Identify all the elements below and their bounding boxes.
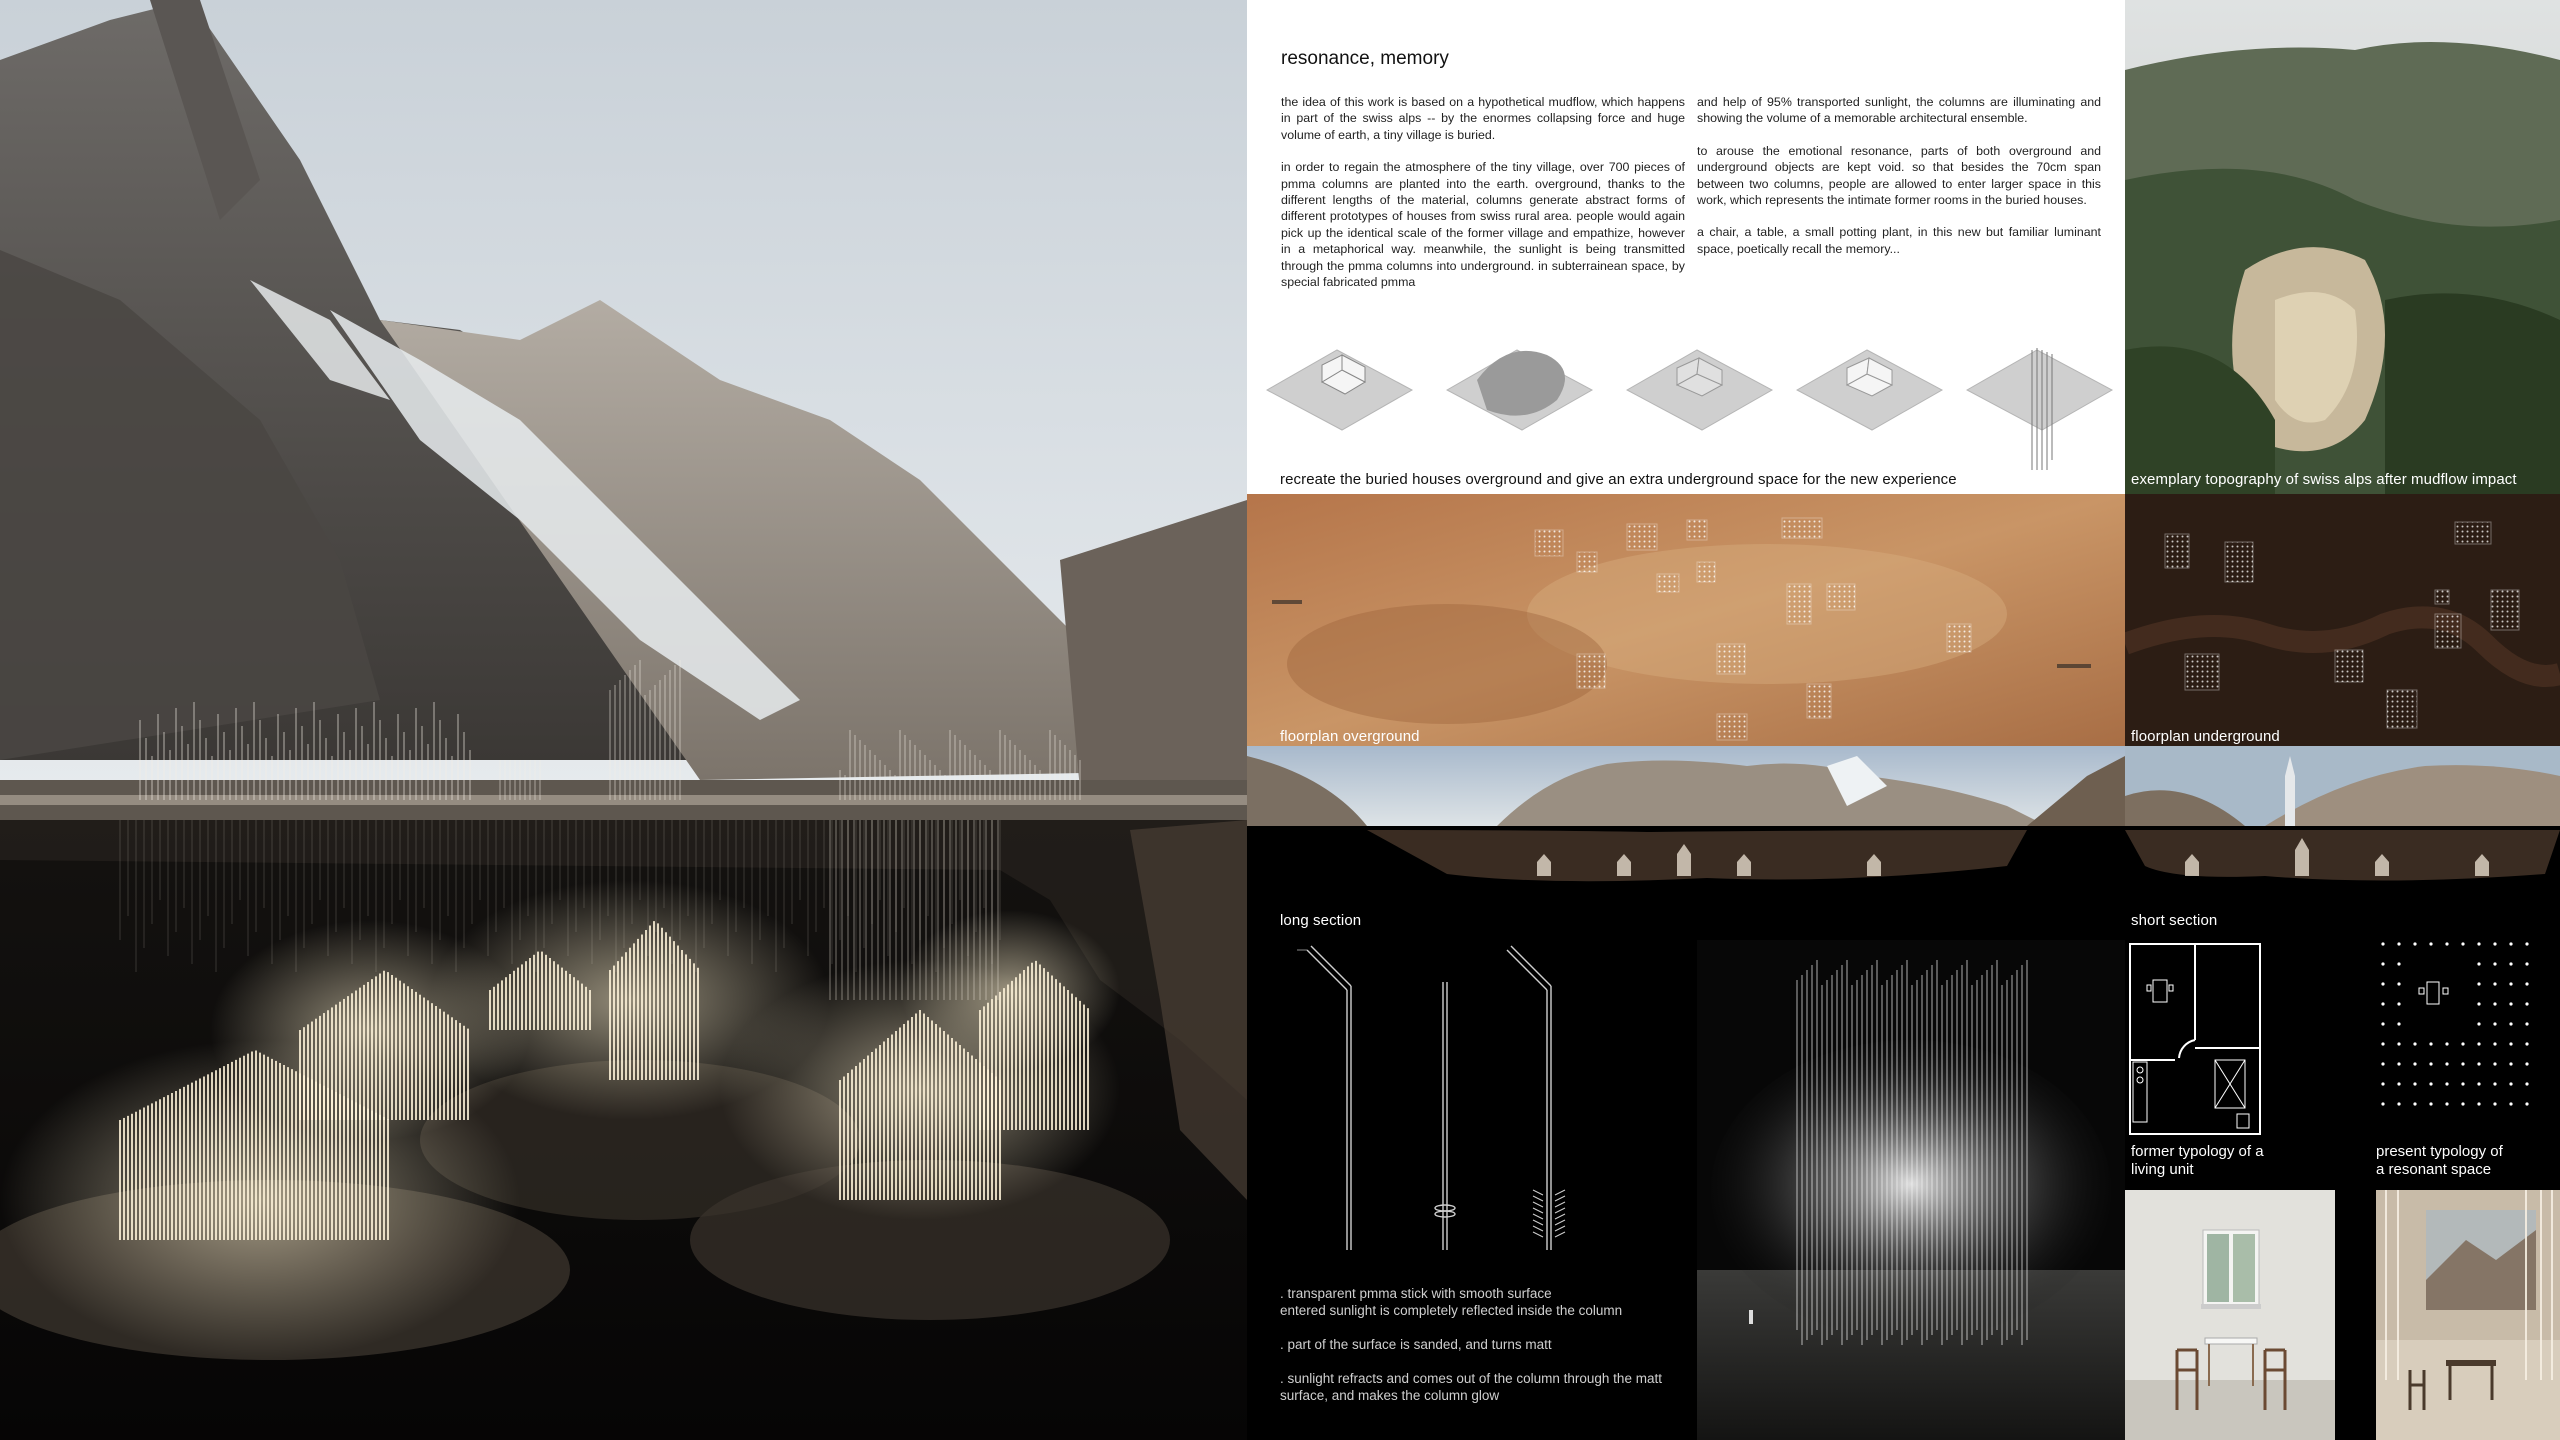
caption-line: present typology of: [2376, 1143, 2503, 1160]
page-title: resonance, memory: [1281, 48, 1449, 69]
long-section: [1247, 746, 2125, 906]
floorplan-underground: [2125, 494, 2560, 746]
column-details: [1247, 930, 1697, 1440]
hero-rendering: [0, 0, 1247, 1440]
note-line: . sunlight refracts and comes out of the column through the matt: [1280, 1371, 1662, 1386]
topography-photo: [2125, 0, 2560, 494]
intro-column-1: [1281, 94, 1685, 306]
former-typology-caption: [2131, 1143, 2264, 1179]
resonant-space-photo: [2376, 1190, 2560, 1440]
present-typology-caption: [2376, 1143, 2503, 1179]
hero-illustration: [0, 0, 1247, 1440]
caption-line: former typology of a: [2131, 1143, 2264, 1160]
resonant-space-dot-plan: [2381, 942, 2528, 1105]
text-panel: [1247, 0, 2125, 470]
note-line: . part of the surface is sanded, and turns matt: [1280, 1337, 1552, 1352]
short-section-caption: short section: [2131, 912, 2218, 929]
short-section: [2125, 746, 2560, 906]
diagram-strip-caption: recreate the buried houses overground and give an extra underground space for the new experience: [1280, 471, 1957, 488]
note-line: surface, and makes the column glow: [1280, 1388, 1500, 1403]
column-note-3: [1280, 1370, 1662, 1404]
floorplan-overground: [1247, 494, 2125, 746]
note-line: entered sunlight is completely reflected inside the column: [1280, 1303, 1623, 1318]
topography-caption: exemplary topography of swiss alps after mudflow impact: [2131, 471, 2517, 488]
intro-paragraph: in order to regain the atmosphere of the tiny village, over 700 pieces of pmma columns are planted into the earth. overground, thanks to the different lengths of the material, columns generate abstract forms of different prototypes of houses from swiss rural area. people would again pick up the identical scale of the former village and empathize, however in a metaphorical way. meanwhile, the sunlight is being transmitted through the pmma columns into underground. in subterrainean space, by special fabricated pmma: [1281, 160, 1685, 290]
column-note-2: [1280, 1336, 1552, 1353]
concept-diagram-strip: [1247, 330, 2125, 470]
interior-columns: [1797, 960, 2027, 1345]
floorplan-overground-caption: floorplan overground: [1280, 728, 1420, 745]
intro-paragraph: to arouse the emotional resonance, parts of both overground and underground objects are kept void. so that besides the 70cm span between two columns, people are allowed to enter larger space in this work, which represents the intimate former rooms in the buried houses.: [1697, 143, 2101, 208]
intro-column-2: [1697, 94, 2101, 273]
room-photo: [2125, 1190, 2335, 1440]
intro-paragraph: and help of 95% transported sunlight, the columns are illuminating and showing the volume of a memorable architectural ensemble.: [1697, 95, 2101, 126]
column-note-1: [1280, 1285, 1622, 1319]
intro-paragraph: the idea of this work is based on a hypothetical mudflow, which happens in part of the swiss alps -- by the enormes collapsing force and huge volume of earth, a tiny village is buried.: [1281, 95, 1685, 142]
intro-paragraph: a chair, a table, a small potting plant, in this new but familiar luminant space, poetically recall the memory...: [1697, 225, 2101, 256]
caption-line: a resonant space: [2376, 1161, 2492, 1178]
long-section-caption: long section: [1280, 912, 1362, 929]
interior-render: [1697, 940, 2125, 1440]
floorplan-underground-caption: floorplan underground: [2131, 728, 2280, 745]
caption-line: living unit: [2131, 1161, 2194, 1178]
note-line: . transparent pmma stick with smooth surface: [1280, 1286, 1552, 1301]
